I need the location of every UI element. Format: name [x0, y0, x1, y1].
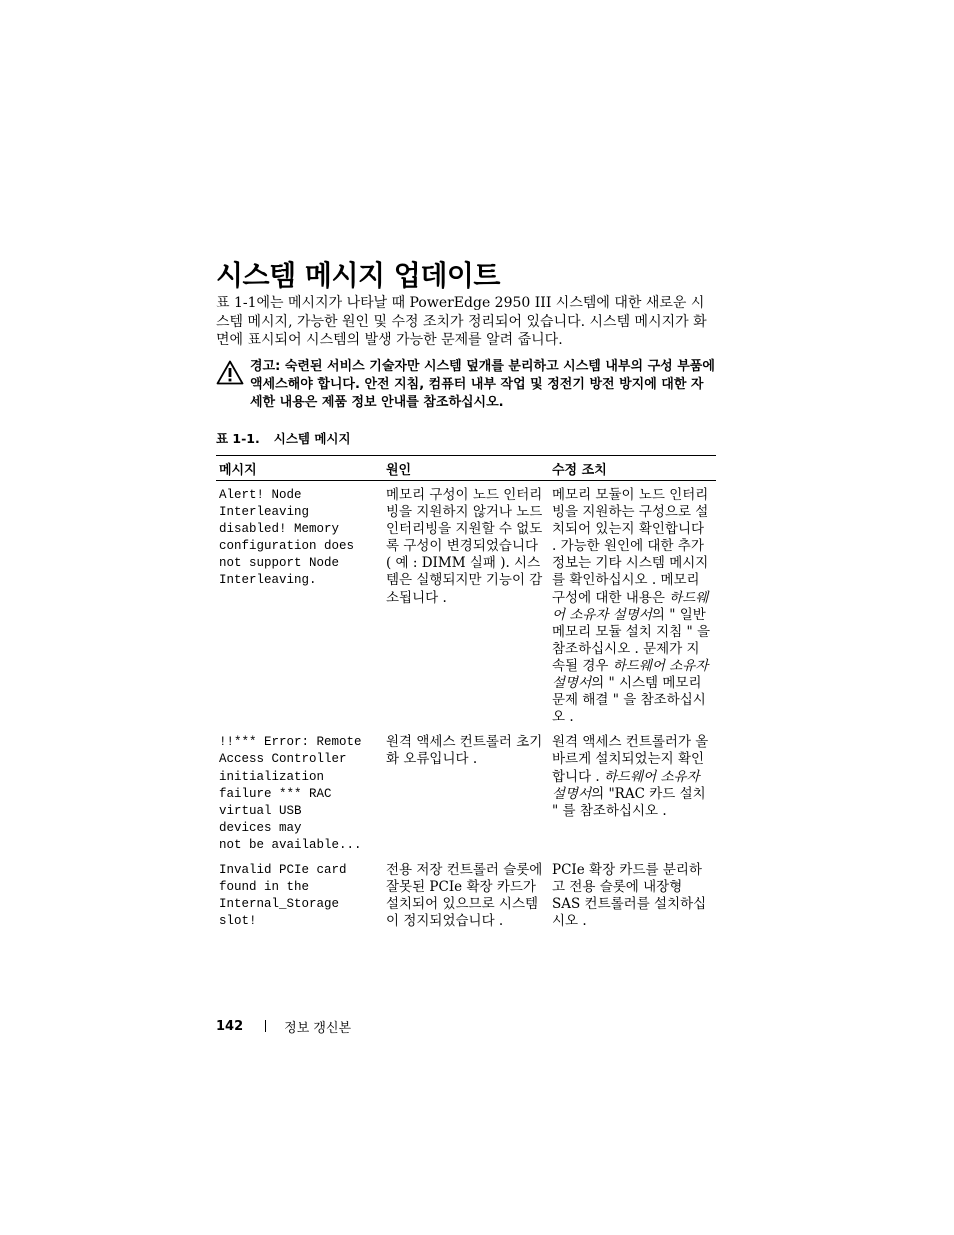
- action-cell: [549, 734, 716, 854]
- manual-reference: 하드웨어 소유자 설명서: [552, 657, 709, 692]
- action-cell: [549, 862, 716, 930]
- table-header-row: [216, 456, 716, 481]
- message-cell: Invalid PCIe card found in the Internal_Storage slot!: [219, 862, 347, 929]
- table-caption: [216, 429, 351, 447]
- action-text: 메모리 모듈이 노드 인터리빙을 지원하는 구성으로 설치되어 있는지 확인합니다 . 가능한 원인에 대한 추가 정보는 기타 시스템 메시지를 확인하십시오 . 메모리 구성에 대한 내용은: [552, 487, 709, 606]
- page-number: 142: [216, 1018, 244, 1034]
- warning-body: 숙련된 서비스 기술자만 시스템 덮개를 분리하고 시스템 내부의 구성 부품에 액세스해야 합니다. 안전 지침, 컴퓨터 내부 작업 및 정전기 방전 방지에 대한 자세한 내용은 제품 정보 안내를 참조하십시오.: [250, 359, 715, 410]
- footer-divider: [265, 1020, 266, 1032]
- action-text: 의 " 시스템 메모리 문제 해결 " 을 참조하십시오 .: [552, 675, 706, 726]
- table-row: [216, 487, 716, 726]
- message-cell: Alert! Node Interleaving disabled! Memory configuration does not support Node Interleaving.: [219, 488, 355, 588]
- table-row: [216, 862, 716, 930]
- system-messages-table: [216, 455, 716, 930]
- footer-section-title: 정보 갱신본: [284, 1020, 352, 1036]
- table-caption-title: 시스템 메시지: [273, 431, 351, 446]
- action-cell: [549, 487, 716, 726]
- action-text: 의 " 일반 메모리 모듈 설치 지침 " 을 참조하십시오 . 문제가 지속될 경우: [552, 606, 711, 674]
- cause-cell: 메모리 구성이 노드 인터리빙을 지원하지 않거나 노드 인터리빙을 지원할 수 없도록 구성이 변경되었습니다 ( 예 : DIMM 실패 ). 시스템은 실행되지만 기능이 감소됩니다 .: [386, 487, 543, 606]
- page-footer: [216, 1016, 351, 1036]
- manual-reference: 하드웨어 소유자 설명서: [552, 589, 709, 623]
- header-message: 메시지: [219, 462, 257, 478]
- cause-cell: 원격 액세스 컨트롤러 초기화 오류입니다 .: [386, 734, 543, 768]
- manual-reference: 하드웨어 소유자 설명서: [552, 768, 700, 802]
- table-caption-number: 표 1-1.: [216, 431, 260, 446]
- warning-text: [250, 358, 716, 412]
- warning-label: 경고:: [250, 359, 281, 374]
- message-cell: !!*** Error: Remote Access Controller initialization failure *** RAC virtual USB devices may not be available...: [219, 735, 362, 852]
- action-text: 원격 액세스 컨트롤러가 올바르게 설치되었는지 확인합니다 .: [552, 734, 709, 785]
- header-action: 수정 조치: [552, 462, 607, 478]
- warning-triangle-icon: [216, 360, 244, 385]
- header-cause: 원인: [386, 462, 412, 478]
- action-text: 의 "RAC 카드 설치 " 를 참조하십시오 .: [552, 785, 706, 819]
- action-text: PCIe 확장 카드를 분리하고 전용 슬롯에 내장형 SAS 컨트롤러를 설치하십시오 .: [552, 861, 707, 930]
- page-title: 시스템 메시지 업데이트: [216, 259, 500, 292]
- table-row: [216, 734, 716, 854]
- cause-cell: 전용 저장 컨트롤러 슬롯에 잘못된 PCIe 확장 카드가 설치되어 있으므로 시스템이 정지되었습니다 .: [386, 861, 543, 930]
- intro-paragraph: 표 1-1에는 메시지가 나타날 때 PowerEdge 2950 III 시스템에 대한 새로운 시스템 메시지, 가능한 원인 및 수정 조치가 정리되어 있습니다. 시스템 메시지가 화면에 표시되어 시스템의 발생 가능한 문제를 알려 줍니다.: [216, 295, 707, 348]
